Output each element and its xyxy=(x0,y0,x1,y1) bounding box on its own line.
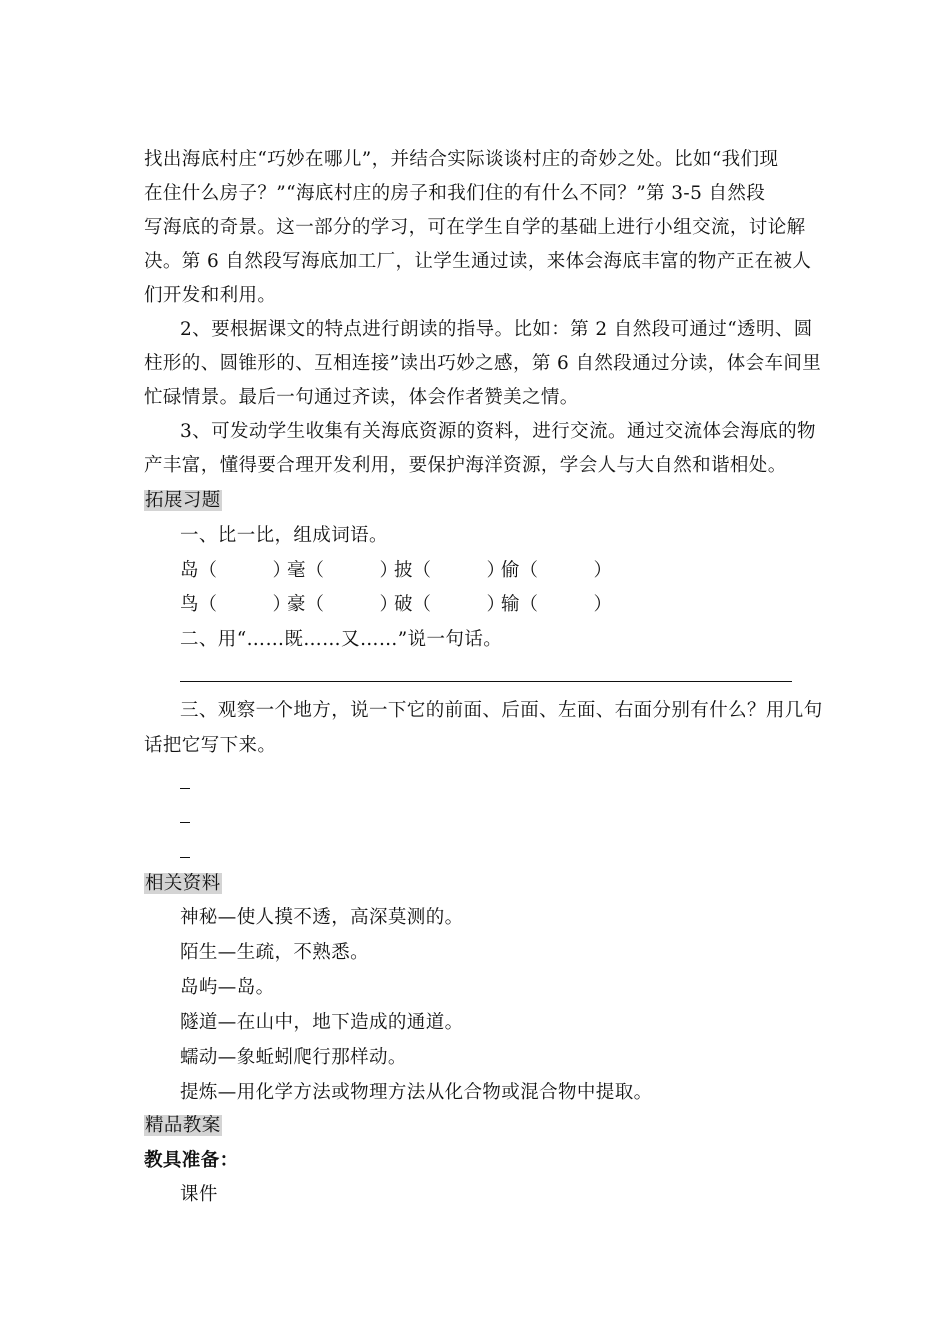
fill-blank[interactable]: 鸟（ ） xyxy=(180,594,292,615)
paragraph-line: 2、要根据课文的特点进行朗读的指导。比如：第 2 自然段可通过“透明、圆 xyxy=(180,319,813,340)
paragraph-line: 找出海底村庄“巧妙在哪儿”，并结合实际谈谈村庄的奇妙之处。比如“我们现 xyxy=(144,149,779,170)
fill-blank[interactable]: 输（ ） xyxy=(501,594,613,615)
answer-dash[interactable] xyxy=(180,788,190,789)
paragraph-line: 3、可发动学生收集有关海底资源的资料，进行交流。通过交流体会海底的物 xyxy=(180,421,816,442)
answer-dash[interactable] xyxy=(180,822,190,823)
fill-blank[interactable]: 偷（ ） xyxy=(501,560,613,581)
question-1: 一、比一比，组成词语。 xyxy=(180,525,388,546)
resource-item: 隧道—在山中，地下造成的通道。 xyxy=(180,1012,464,1033)
answer-dash[interactable] xyxy=(180,857,190,858)
fill-blank[interactable]: 披（ ） xyxy=(394,560,506,581)
question-3-line: 话把它写下来。 xyxy=(144,735,277,756)
fill-blank[interactable]: 豪（ ） xyxy=(287,594,399,615)
fill-row-1 xyxy=(180,559,613,583)
resource-item: 提炼—用化学方法或物理方法从化合物或混合物中提取。 xyxy=(180,1082,653,1103)
fill-blank[interactable]: 毫（ ） xyxy=(287,560,399,581)
tools-label: 教具准备： xyxy=(144,1150,239,1171)
fill-blank[interactable]: 破（ ） xyxy=(394,594,506,615)
resource-item: 岛屿—岛。 xyxy=(180,977,275,998)
fill-blank[interactable]: 岛（ ） xyxy=(180,560,292,581)
answer-line[interactable] xyxy=(180,681,792,682)
question-2: 二、用“……既……又……”说一句话。 xyxy=(180,629,503,650)
paragraph-line: 在住什么房子？”“海底村庄的房子和我们住的有什么不同？”第 3-5 自然段 xyxy=(144,183,766,204)
question-3-line: 三、观察一个地方，说一下它的前面、后面、左面、右面分别有什么？用几句 xyxy=(180,700,823,721)
lesson-heading: 精品教案 xyxy=(145,1115,221,1136)
tools-value: 课件 xyxy=(180,1184,218,1205)
paragraph-line: 忙碌情景。最后一句通过齐读，体会作者赞美之情。 xyxy=(144,387,579,408)
resource-item: 陌生—生疏，不熟悉。 xyxy=(180,942,370,963)
paragraph-line: 产丰富，懂得要合理开发利用，要保护海洋资源，学会人与大自然和谐相处。 xyxy=(144,455,787,476)
exercises-heading: 拓展习题 xyxy=(145,490,221,511)
paragraph-line: 决。第 6 自然段写海底加工厂，让学生通过读，来体会海底丰富的物产正在被人 xyxy=(144,251,812,272)
paragraph-line: 写海底的奇景。这一部分的学习，可在学生自学的基础上进行小组交流，讨论解 xyxy=(144,217,806,238)
resource-item: 神秘—使人摸不透，高深莫测的。 xyxy=(180,907,464,928)
paragraph-line: 柱形的、圆锥形的、互相连接”读出巧妙之感，第 6 自然段通过分读，体会车间里 xyxy=(144,353,822,374)
resource-item: 蠕动—象蚯蚓爬行那样动。 xyxy=(180,1047,407,1068)
resources-heading: 相关资料 xyxy=(145,873,221,894)
fill-row-2 xyxy=(180,593,613,617)
paragraph-line: 们开发和利用。 xyxy=(144,285,277,306)
